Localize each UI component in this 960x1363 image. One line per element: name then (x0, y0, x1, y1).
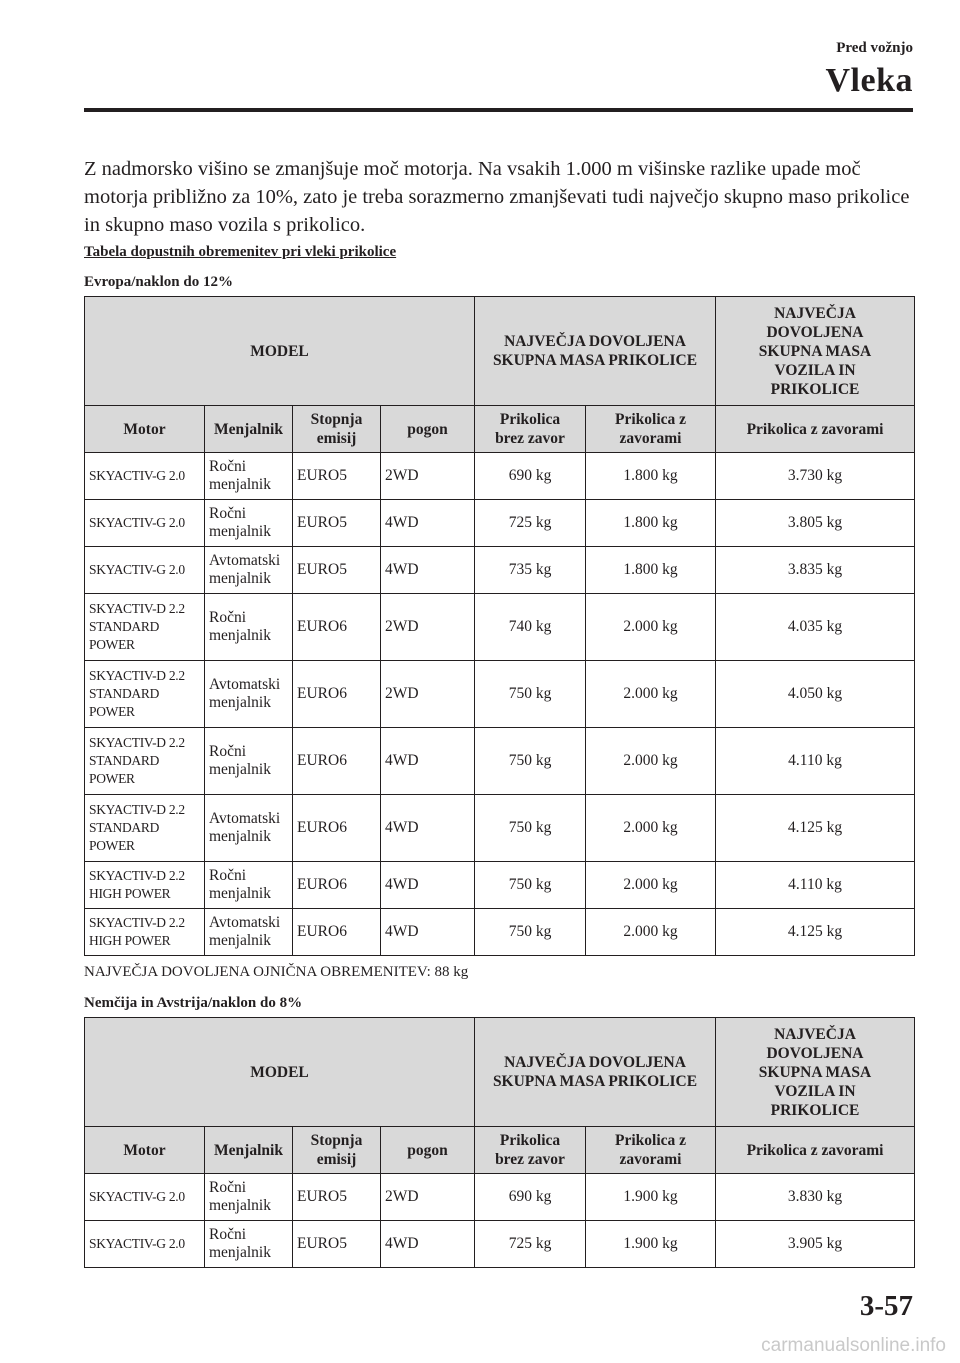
page-number: 3-57 (859, 1290, 913, 1322)
table-row (85, 728, 915, 795)
total-mass-cell: 4.110 kg (716, 862, 915, 909)
header-braked: Prikolica z zavorami (586, 406, 716, 453)
unbraked-mass-cell: 725 kg (475, 500, 586, 547)
europe-table (84, 296, 915, 956)
header-drive: pogon (381, 406, 475, 453)
gearbox-cell: Ročni menjalnik (205, 500, 293, 547)
gearbox-cell: Avtomatski menjalnik (205, 661, 293, 728)
header-braked: Prikolica z zavorami (586, 1127, 716, 1174)
table-row (85, 661, 915, 728)
header-model: MODEL (85, 1018, 475, 1127)
total-mass-cell: 3.835 kg (716, 547, 915, 594)
header-unbraked: Prikolica brez zavor (475, 406, 586, 453)
drive-cell: 4WD (381, 795, 475, 862)
header-motor: Motor (85, 1127, 205, 1174)
unbraked-mass-cell: 750 kg (475, 728, 586, 795)
header-max-trailer: NAJVEČJA DOVOLJENA SKUPNA MASA PRIKOLICE (475, 297, 716, 406)
unbraked-mass-cell: 750 kg (475, 862, 586, 909)
gearbox-cell: Avtomatski menjalnik (205, 909, 293, 956)
motor-cell: SKYACTIV-D 2.2 STANDARD POWER (85, 594, 205, 661)
motor-cell: SKYACTIV-G 2.0 (85, 453, 205, 500)
total-mass-cell: 4.035 kg (716, 594, 915, 661)
header-drive: pogon (381, 1127, 475, 1174)
unbraked-mass-cell: 750 kg (475, 795, 586, 862)
total-mass-cell: 3.830 kg (716, 1174, 915, 1221)
drive-cell: 2WD (381, 594, 475, 661)
header-max-vehicle: NAJVEČJA DOVOLJENA SKUPNA MASA VOZILA IN PRIKOLICE (716, 1018, 915, 1127)
header-braked-total: Prikolica z zavorami (716, 1127, 915, 1174)
header-gearbox: Menjalnik (205, 406, 293, 453)
motor-cell: SKYACTIV-G 2.0 (85, 1221, 205, 1268)
drive-cell: 2WD (381, 453, 475, 500)
table-row (85, 547, 915, 594)
motor-cell: SKYACTIV-D 2.2 STANDARD POWER (85, 728, 205, 795)
total-mass-cell: 4.125 kg (716, 795, 915, 862)
drive-cell: 4WD (381, 862, 475, 909)
table-row (85, 909, 915, 956)
motor-cell: SKYACTIV-D 2.2 HIGH POWER (85, 909, 205, 956)
emission-cell: EURO6 (293, 594, 381, 661)
footer-watermark: carmanualsonline.info (761, 1335, 946, 1356)
germany-rows (85, 1174, 915, 1268)
header-emission: Stopnja emisij (293, 1127, 381, 1174)
braked-mass-cell: 1.900 kg (586, 1174, 716, 1221)
gearbox-cell: Ročni menjalnik (205, 453, 293, 500)
page-title: Vleka (825, 62, 913, 99)
emission-cell: EURO6 (293, 661, 381, 728)
braked-mass-cell: 1.800 kg (586, 453, 716, 500)
gearbox-cell: Ročni menjalnik (205, 1221, 293, 1268)
header-model: MODEL (85, 297, 475, 406)
emission-cell: EURO5 (293, 1221, 381, 1268)
braked-mass-cell: 2.000 kg (586, 909, 716, 956)
unbraked-mass-cell: 690 kg (475, 453, 586, 500)
gearbox-cell: Ročni menjalnik (205, 594, 293, 661)
emission-cell: EURO5 (293, 453, 381, 500)
braked-mass-cell: 2.000 kg (586, 594, 716, 661)
drive-cell: 4WD (381, 728, 475, 795)
motor-cell: SKYACTIV-D 2.2 STANDARD POWER (85, 795, 205, 862)
table-row (85, 500, 915, 547)
drive-cell: 4WD (381, 1221, 475, 1268)
total-mass-cell: 3.805 kg (716, 500, 915, 547)
total-mass-cell: 4.110 kg (716, 728, 915, 795)
gearbox-cell: Avtomatski menjalnik (205, 795, 293, 862)
header-divider (84, 108, 913, 112)
braked-mass-cell: 1.900 kg (586, 1221, 716, 1268)
table-row (85, 1174, 915, 1221)
drive-cell: 2WD (381, 1174, 475, 1221)
intro-paragraph: Z nadmorsko višino se zmanjšuje moč motorja. Na vsakih 1.000 m višinske razlike upade moč motorja približno za 10%, zato je treba sorazmerno zmanjševati tudi največjo skupno maso prikolice in skupno maso vozila s prikolico. (84, 158, 910, 236)
header-emission: Stopnja emisij (293, 406, 381, 453)
unbraked-mass-cell: 750 kg (475, 909, 586, 956)
table-row (85, 1221, 915, 1268)
emission-cell: EURO6 (293, 795, 381, 862)
germany-caption: Nemčija in Avstrija/naklon do 8% (84, 995, 303, 1011)
drive-cell: 4WD (381, 547, 475, 594)
gearbox-cell: Ročni menjalnik (205, 862, 293, 909)
header-braked-total: Prikolica z zavorami (716, 406, 915, 453)
braked-mass-cell: 2.000 kg (586, 661, 716, 728)
gearbox-cell: Avtomatski menjalnik (205, 547, 293, 594)
unbraked-mass-cell: 735 kg (475, 547, 586, 594)
motor-cell: SKYACTIV-G 2.0 (85, 500, 205, 547)
drive-cell: 4WD (381, 500, 475, 547)
emission-cell: EURO5 (293, 547, 381, 594)
emission-cell: EURO6 (293, 862, 381, 909)
motor-cell: SKYACTIV-D 2.2 STANDARD POWER (85, 661, 205, 728)
table-caption: Tabela dopustnih obremenitev pri vleki prikolice (84, 244, 397, 260)
header-gearbox: Menjalnik (205, 1127, 293, 1174)
europe-caption: Evropa/naklon do 12% (84, 274, 233, 290)
header-max-vehicle: NAJVEČJA DOVOLJENA SKUPNA MASA VOZILA IN PRIKOLICE (716, 297, 915, 406)
header-motor: Motor (85, 406, 205, 453)
table-row (85, 862, 915, 909)
total-mass-cell: 3.905 kg (716, 1221, 915, 1268)
header-max-trailer: NAJVEČJA DOVOLJENA SKUPNA MASA PRIKOLICE (475, 1018, 716, 1127)
total-mass-cell: 4.125 kg (716, 909, 915, 956)
header-unbraked: Prikolica brez zavor (475, 1127, 586, 1174)
braked-mass-cell: 1.800 kg (586, 500, 716, 547)
emission-cell: EURO5 (293, 1174, 381, 1221)
total-mass-cell: 4.050 kg (716, 661, 915, 728)
gearbox-cell: Ročni menjalnik (205, 1174, 293, 1221)
hitch-load-note: NAJVEČJA DOVOLJENA OJNIČNA OBREMENITEV: 88 kg (84, 964, 469, 980)
braked-mass-cell: 2.000 kg (586, 728, 716, 795)
unbraked-mass-cell: 725 kg (475, 1221, 586, 1268)
braked-mass-cell: 1.800 kg (586, 547, 716, 594)
motor-cell: SKYACTIV-G 2.0 (85, 1174, 205, 1221)
germany-table (84, 1017, 915, 1268)
motor-cell: SKYACTIV-D 2.2 HIGH POWER (85, 862, 205, 909)
section-label: Pred vožnjo (836, 40, 913, 56)
table-row (85, 795, 915, 862)
emission-cell: EURO5 (293, 500, 381, 547)
gearbox-cell: Ročni menjalnik (205, 728, 293, 795)
braked-mass-cell: 2.000 kg (586, 795, 716, 862)
europe-rows (85, 453, 915, 956)
unbraked-mass-cell: 750 kg (475, 661, 586, 728)
braked-mass-cell: 2.000 kg (586, 862, 716, 909)
unbraked-mass-cell: 690 kg (475, 1174, 586, 1221)
emission-cell: EURO6 (293, 909, 381, 956)
drive-cell: 2WD (381, 661, 475, 728)
motor-cell: SKYACTIV-G 2.0 (85, 547, 205, 594)
table-row (85, 453, 915, 500)
table-row (85, 594, 915, 661)
emission-cell: EURO6 (293, 728, 381, 795)
total-mass-cell: 3.730 kg (716, 453, 915, 500)
drive-cell: 4WD (381, 909, 475, 956)
unbraked-mass-cell: 740 kg (475, 594, 586, 661)
